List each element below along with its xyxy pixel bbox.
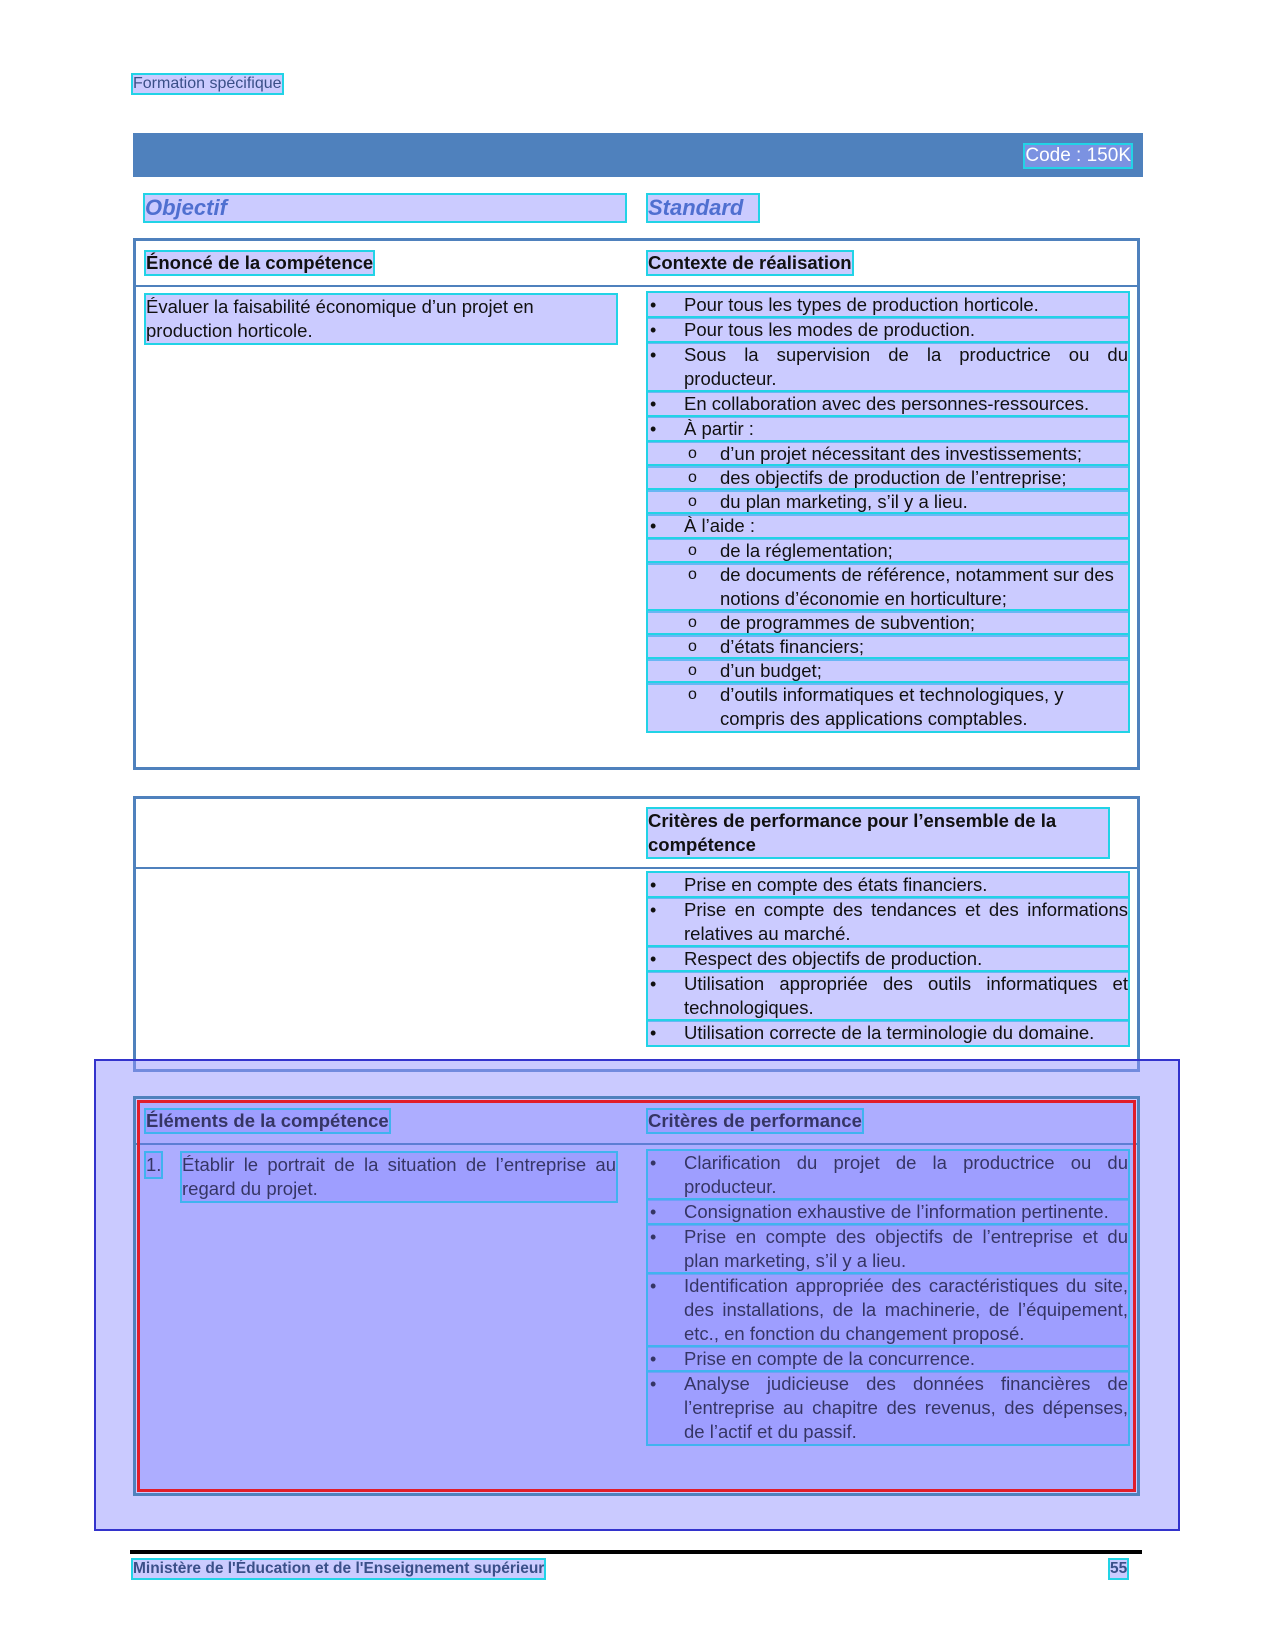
competency-context-table bbox=[133, 238, 1140, 770]
list-item: • Sous la supervision de la productrice ou du producteur. bbox=[648, 343, 1128, 391]
sub-list-item: o de la réglementation; bbox=[648, 539, 1128, 563]
list-item: • À partir : bbox=[648, 417, 1128, 441]
elements-column-title: Éléments de la compétence bbox=[146, 1110, 389, 1131]
criteria-column-title: Critères de performance bbox=[648, 1110, 862, 1131]
context-list bbox=[648, 293, 1128, 731]
list-item: • Prise en compte des états financiers. bbox=[648, 873, 1128, 897]
focus-region bbox=[137, 1100, 1136, 1492]
overall-criteria-table bbox=[133, 796, 1140, 1072]
sub-list-item: o de documents de référence, notamment sur des notions d’économie en horticulture; bbox=[648, 563, 1128, 611]
competency-statement: Évaluer la faisabilité économique d’un projet en production horticole. bbox=[146, 295, 616, 343]
list-item: • Utilisation correcte de la terminologie du domaine. bbox=[648, 1021, 1128, 1045]
sub-list-item: o des objectifs de production de l’entreprise; bbox=[648, 466, 1128, 490]
list-item: • Prise en compte des objectifs de l’entreprise et du plan marketing, s’il y a lieu. bbox=[648, 1225, 1128, 1273]
table-header bbox=[136, 241, 1137, 287]
list-item: • Consignation exhaustive de l’information pertinente. bbox=[648, 1200, 1128, 1224]
code-bar bbox=[133, 133, 1143, 177]
objective-heading: Objectif bbox=[145, 195, 625, 221]
list-item: • En collaboration avec des personnes-ressources. bbox=[648, 392, 1128, 416]
list-item: • Prise en compte de la concurrence. bbox=[648, 1347, 1128, 1371]
footer-rule bbox=[130, 1550, 1142, 1554]
sub-list-item: o de programmes de subvention; bbox=[648, 611, 1128, 635]
context-column-title: Contexte de réalisation bbox=[648, 252, 852, 273]
sub-list-item: o du plan marketing, s’il y a lieu. bbox=[648, 490, 1128, 514]
element-text: Établir le portrait de la situation de l’entreprise au regard du projet. bbox=[182, 1154, 616, 1199]
element-number: 1. bbox=[146, 1154, 162, 1175]
running-header: Formation spécifique bbox=[133, 75, 282, 92]
standard-heading: Standard bbox=[648, 195, 758, 221]
list-item: • Identification appropriée des caractéristiques du site, des installations, de la machinerie, de l’équipement, etc., en fonction du changement proposé. bbox=[648, 1274, 1128, 1346]
sub-list-item: o d’outils informatiques et technologiques, y compris des applications comptables. bbox=[648, 683, 1128, 731]
overall-criteria-list bbox=[648, 873, 1128, 1046]
list-item: • Analyse judicieuse des données financières de l’entreprise au chapitre des revenus, des dépenses, de l’actif et du passif. bbox=[648, 1372, 1128, 1444]
list-item: • Pour tous les modes de production. bbox=[648, 318, 1128, 342]
list-item: • Respect des objectifs de production. bbox=[648, 947, 1128, 971]
list-item: • Pour tous les types de production horticole. bbox=[648, 293, 1128, 317]
list-item: • À l’aide : bbox=[648, 514, 1128, 538]
sub-list-item: o d’un projet nécessitant des investissements; bbox=[648, 442, 1128, 466]
statement-column-title: Énoncé de la compétence bbox=[146, 252, 374, 273]
overall-criteria-title: Critères de performance pour l’ensemble de la compétence bbox=[648, 809, 1108, 857]
sub-list-item: o d’un budget; bbox=[648, 659, 1128, 683]
page-number: 55 bbox=[1110, 1560, 1128, 1577]
sub-list-item: o d’états financiers; bbox=[648, 635, 1128, 659]
list-item: • Clarification du projet de la productrice ou du producteur. bbox=[648, 1151, 1128, 1199]
list-item: • Utilisation appropriée des outils informatiques et technologiques. bbox=[648, 972, 1128, 1020]
list-item: • Prise en compte des tendances et des informations relatives au marché. bbox=[648, 898, 1128, 946]
footer-ministry: Ministère de l'Éducation et de l'Enseignement supérieur bbox=[133, 1560, 545, 1577]
table-header bbox=[136, 799, 1137, 869]
code-label: Code : 150K bbox=[1025, 145, 1131, 166]
